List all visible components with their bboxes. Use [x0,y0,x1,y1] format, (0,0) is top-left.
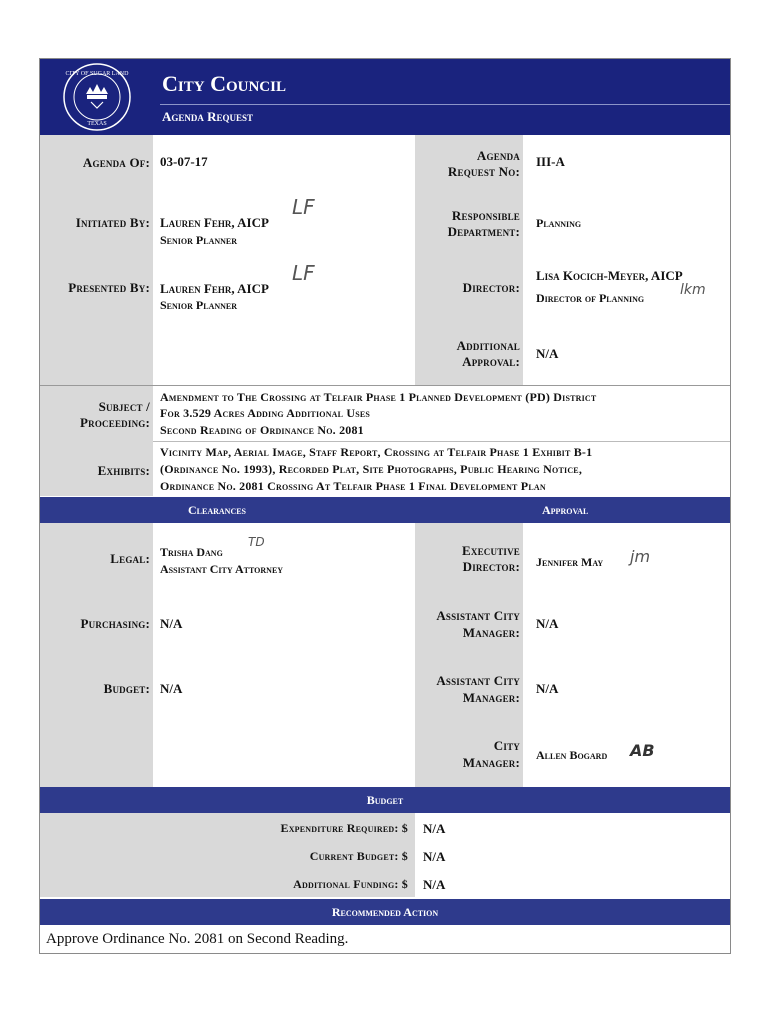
additional-approval-label-1: Additional [456,338,520,353]
executive-label-1: Executive [462,543,520,558]
director-label: Director: [462,280,520,295]
budget-bar: Budget [40,787,730,813]
executive-value: Jennifer May [536,555,604,569]
agenda-of-value: 03-07-17 [160,154,208,169]
director-title: Director of Planning [536,291,645,305]
budget-value: N/A [160,681,183,696]
exhibits-label: Exhibits: [97,463,150,478]
current-budget-value: N/A [423,849,446,864]
exhibits-line-3: Ordinance No. 2081 Crossing At Telfair Phase 1 Final Development Plan [160,479,546,493]
clearances-bar [40,497,730,523]
signature-initials: jm [630,547,651,566]
page-title: City Council [162,71,286,96]
approval-heading: Approval [542,503,589,517]
budget-label: Budget: [103,681,150,696]
acm-2-label-1: Assistant City [436,673,520,688]
acm-2-label-2: Manager: [462,690,520,705]
signature-initials: lkm [680,282,706,298]
expenditure-label: Expenditure Required: $ [280,821,408,835]
subject-line-1: Amendment to The Crossing at Telfair Phase 1 Planned Development (PD) District [160,390,597,404]
legal-label: Legal: [110,551,150,566]
subject-line-2: For 3.529 Acres Adding Additional Uses [160,406,371,420]
subject-label-2: Proceeding: [80,415,150,430]
presented-by-label: Presented By: [68,280,150,295]
svg-text:TEXAS: TEXAS [87,121,107,127]
title-rule [160,104,730,105]
additional-approval-label-2: Approval: [462,354,520,369]
purchasing-value: N/A [160,616,183,631]
acm-1-label-2: Manager: [462,625,520,640]
clearances-heading: Clearances [188,503,247,517]
city-manager-value: Allen Bogard [536,748,608,762]
exhibits-line-1: Vicinity Map, Aerial Image, Staff Report, Crossing at Telfair Phase 1 Exhibit B-1 [160,445,593,459]
exhibits-line-2: (Ordinance No. 1993), Recorded Plat, Site Photographs, Public Hearing Notice, [160,462,583,476]
legal-name: Trisha Dang [160,545,223,559]
svg-text:CITY OF SUGAR LAND: CITY OF SUGAR LAND [65,71,129,77]
city-manager-label-2: Manager: [462,755,520,770]
agenda-request-form [39,58,731,954]
responsible-value: Planning [536,216,582,230]
director-name: Lisa Kocich-Meyer, AICP [536,268,683,283]
initiated-by-label: Initiated By: [75,215,150,230]
request-no-label-2: Request No: [447,164,520,179]
page-subtitle: Agenda Request [162,109,254,124]
request-no-value: III-A [536,154,565,169]
legal-title: Assistant City Attorney [160,562,284,576]
acm-1-value: N/A [536,616,559,631]
header-banner [40,59,730,135]
signature-initials: LF [292,195,315,219]
responsible-label-2: Department: [447,224,520,239]
responsible-label-1: Responsible [451,208,520,223]
signature-initials: TD [248,535,265,549]
subject-line-3: Second Reading of Ordinance No. 2081 [160,423,364,437]
city-seal [62,62,132,132]
request-no-label-1: Agenda [476,148,520,163]
recommended-action-bar: Recommended Action [40,899,730,925]
additional-approval-value: N/A [536,346,559,361]
expenditure-value: N/A [423,821,446,836]
signature-initials: LF [292,261,315,285]
acm-1-label-1: Assistant City [436,608,520,623]
current-budget-label: Current Budget: $ [309,849,408,863]
additional-funding-label: Additional Funding: $ [293,877,408,891]
subject-divider [153,441,730,442]
acm-2-value: N/A [536,681,559,696]
executive-label-2: Director: [462,559,520,574]
presented-by-title: Senior Planner [160,298,238,312]
initiated-by-title: Senior Planner [160,233,238,247]
city-manager-label-1: City [493,738,520,753]
agenda-of-label: Agenda Of: [82,155,150,170]
recommended-action-text: Approve Ordinance No. 2081 on Second Reading. [46,931,349,947]
left-label-column [40,135,153,385]
purchasing-label: Purchasing: [80,616,150,631]
presented-by-name: Lauren Fehr, AICP [160,281,269,296]
initiated-by-name: Lauren Fehr, AICP [160,215,269,230]
signature-initials: AB [630,741,655,760]
subject-label-1: Subject / [98,399,150,414]
additional-funding-value: N/A [423,877,446,892]
